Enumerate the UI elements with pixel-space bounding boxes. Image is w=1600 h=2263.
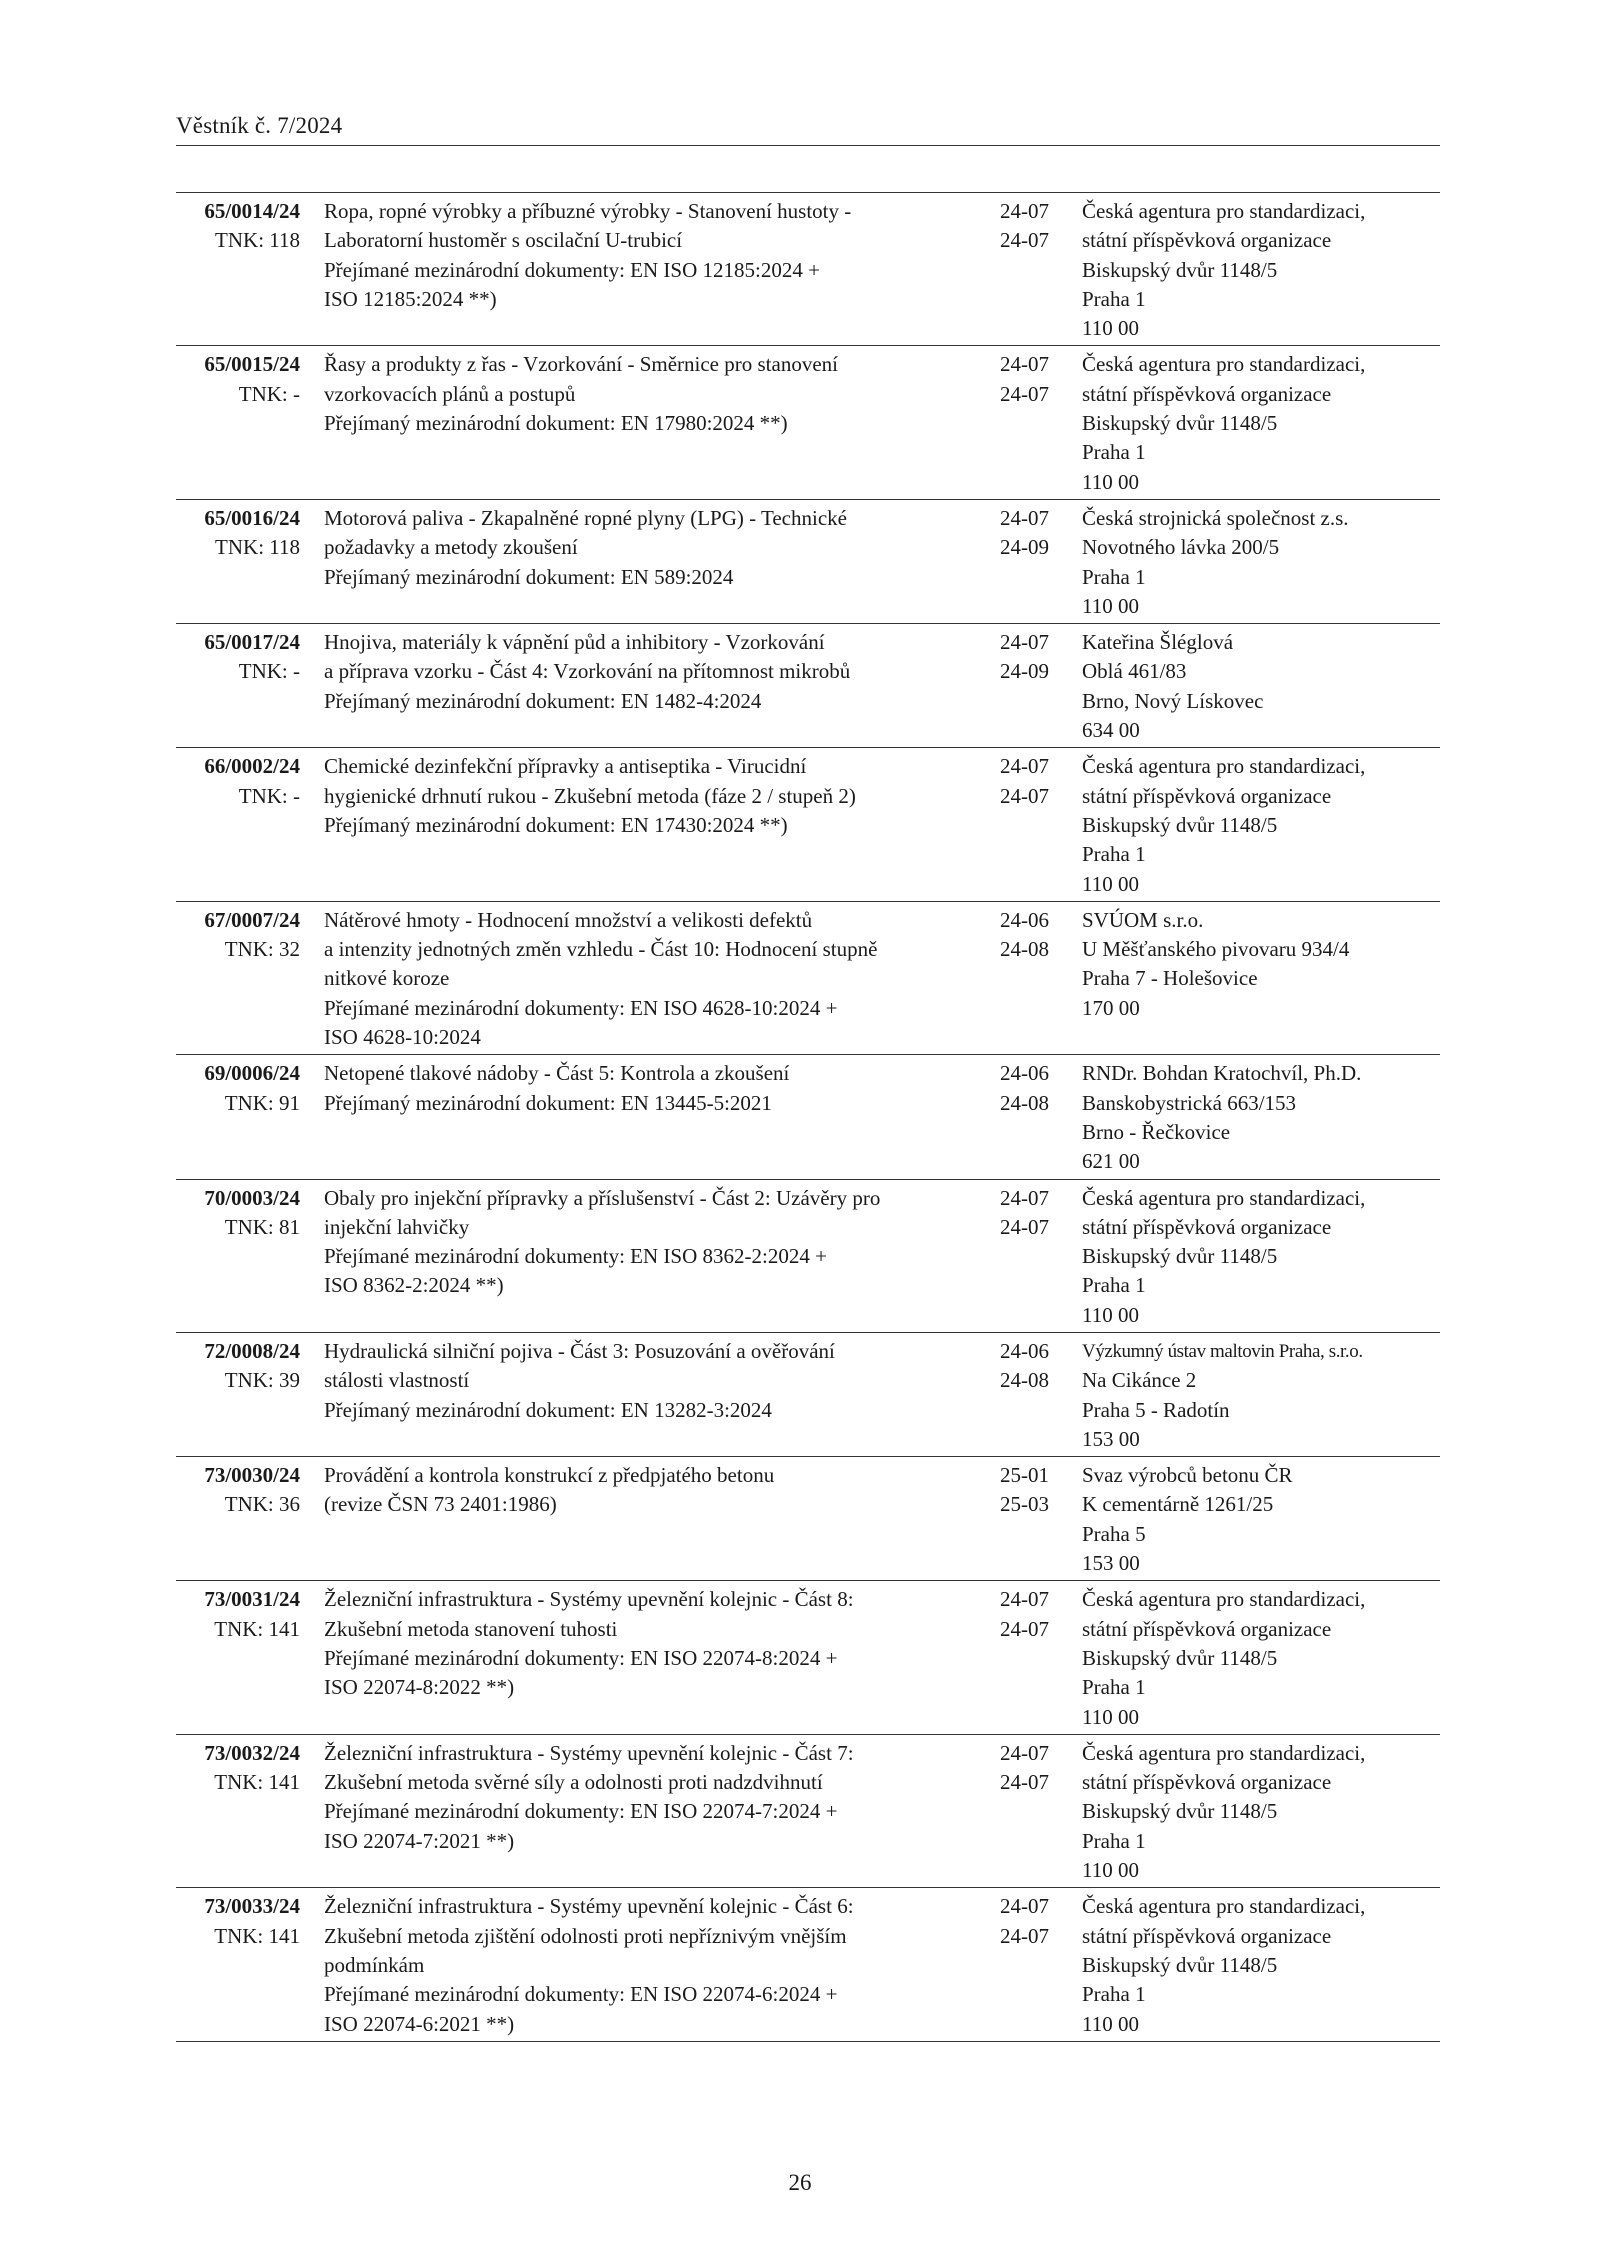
entry-date: 24-07 (1000, 630, 1049, 655)
entry-title-line: ISO 8362-2:2024 **) (324, 1273, 504, 1298)
entry-processor-line: státní příspěvková organizace (1082, 783, 1332, 808)
entry-code: 65/0017/24 (204, 630, 300, 655)
entry-date: 24-08 (1000, 1368, 1049, 1393)
entry-code: 65/0016/24 (204, 505, 300, 530)
entry-dates-cell (986, 1581, 1076, 1734)
entry-processor-line: Biskupský dvůr 1148/5 (1082, 1952, 1278, 1977)
entry-processor-line: Na Cikánce 2 (1082, 1368, 1197, 1393)
entry-date: 24-08 (1000, 1090, 1049, 1115)
entry-processor-line: Biskupský dvůr 1148/5 (1082, 411, 1278, 436)
entry-date: 24-09 (1000, 659, 1049, 684)
entry-code: 73/0033/24 (204, 1894, 300, 1919)
entry-processor-line: Praha 5 (1082, 1521, 1146, 1546)
entry-processor-line: 153 00 (1082, 1551, 1140, 1576)
entry-title-cell (316, 1581, 986, 1734)
entry-date: 24-06 (1000, 1061, 1049, 1086)
entry-title-line: Přejímané mezinárodní dokumenty: EN ISO 8362-2:2024 + (324, 1244, 827, 1269)
entry-code-cell (176, 1734, 316, 1887)
entry-tnk: TNK: 36 (224, 1492, 300, 1517)
entry-title-line: (revize ČSN 73 2401:1986) (324, 1492, 557, 1517)
entry-code-cell (176, 346, 316, 499)
entry-title-line: injekční lahvičky (324, 1214, 470, 1239)
entry-title-line: Přejímaný mezinárodní dokument: EN 17980:2024 **) (324, 411, 788, 436)
entry-processor-line: 153 00 (1082, 1426, 1140, 1451)
entry-dates-cell (986, 1332, 1076, 1456)
entry-title-cell (316, 499, 986, 623)
entry-date: 24-07 (1000, 228, 1049, 253)
entry-processor-cell (1076, 346, 1440, 499)
entry-date: 24-09 (1000, 535, 1049, 560)
entry-processor-cell (1076, 1457, 1440, 1581)
table-row (176, 1734, 1440, 1887)
table-row (176, 499, 1440, 623)
entry-title-cell (316, 1888, 986, 2041)
entry-title-line: nitkové koroze (324, 966, 450, 991)
entry-date: 24-07 (1000, 1616, 1049, 1641)
entry-dates-cell (986, 1457, 1076, 1581)
entry-title-line: Řasy a produkty z řas - Vzorkování - Směrnice pro stanovení (324, 352, 838, 377)
bulletin-title: Věstník č. 7/2024 (176, 113, 343, 138)
entry-code-cell (176, 1179, 316, 1332)
entry-title-line: a příprava vzorku - Část 4: Vzorkování na přítomnost mikrobů (324, 659, 851, 684)
entry-processor-cell (1076, 1332, 1440, 1456)
entry-code-cell (176, 1055, 316, 1179)
entry-code-cell (176, 1581, 316, 1734)
entry-processor-line: Praha 7 - Holešovice (1082, 966, 1258, 991)
entry-title-line: ISO 12185:2024 **) (324, 286, 497, 311)
standards-table-body (176, 193, 1440, 2042)
entry-title-cell (316, 624, 986, 748)
entry-code-cell (176, 624, 316, 748)
entry-date: 25-03 (1000, 1492, 1049, 1517)
entry-title-line: Zkušební metoda stanovení tuhosti (324, 1616, 618, 1641)
entry-tnk: TNK: 141 (214, 1923, 300, 1948)
entry-title-line: Přejímané mezinárodní dokumenty: EN ISO 22074-7:2024 + (324, 1799, 838, 1824)
entry-processor-cell (1076, 1888, 1440, 2041)
entry-code-cell (176, 499, 316, 623)
entry-title-line: Přejímaný mezinárodní dokument: EN 589:2024 (324, 564, 734, 589)
entry-processor-line: 110 00 (1082, 593, 1139, 618)
entry-date: 24-07 (1000, 1894, 1049, 1919)
entry-title-line: podmínkám (324, 1952, 425, 1977)
table-row (176, 1581, 1440, 1734)
table-row (176, 748, 1440, 901)
entry-title-line: Přejímané mezinárodní dokumenty: EN ISO 12185:2024 + (324, 257, 820, 282)
entry-processor-line: 110 00 (1082, 1858, 1139, 1883)
entry-tnk: TNK: 81 (224, 1214, 300, 1239)
entry-date: 24-08 (1000, 937, 1049, 962)
entry-processor-cell (1076, 1581, 1440, 1734)
entry-processor-line: státní příspěvková organizace (1082, 1214, 1332, 1239)
entry-processor-line: Biskupský dvůr 1148/5 (1082, 257, 1278, 282)
entry-processor-line: Česká agentura pro standardizaci, (1082, 1587, 1366, 1612)
entry-date: 24-07 (1000, 1923, 1049, 1948)
entry-title-line: a intenzity jednotných změn vzhledu - Část 10: Hodnocení stupně (324, 937, 878, 962)
entry-title-line: Hydraulická silniční pojiva - Část 3: Posuzování a ověřování (324, 1338, 835, 1363)
entry-processor-line: Praha 1 (1082, 564, 1146, 589)
entry-processor-line: Banskobystrická 663/153 (1082, 1090, 1297, 1115)
entry-processor-line: státní příspěvková organizace (1082, 1923, 1332, 1948)
entry-processor-line: Česká agentura pro standardizaci, (1082, 1740, 1366, 1765)
entry-code-cell (176, 1332, 316, 1456)
entry-processor-line: Praha 5 - Radotín (1082, 1397, 1230, 1422)
entry-code: 65/0014/24 (204, 199, 300, 223)
entry-tnk: TNK: - (238, 381, 300, 406)
entry-title-line: Přejímané mezinárodní dokumenty: EN ISO 22074-8:2024 + (324, 1645, 838, 1670)
entry-processor-line: Česká agentura pro standardizaci, (1082, 754, 1366, 779)
table-row (176, 1332, 1440, 1456)
entry-title-line: Nátěrové hmoty - Hodnocení množství a velikosti defektů (324, 907, 813, 932)
entry-processor-line: Praha 1 (1082, 1273, 1146, 1298)
entry-code: 69/0006/24 (204, 1061, 300, 1086)
entry-processor-line: 110 00 (1082, 316, 1139, 341)
entry-title-line: Přejímaný mezinárodní dokument: EN 17430:2024 **) (324, 812, 788, 837)
entry-processor-line: státní příspěvková organizace (1082, 228, 1332, 253)
entry-code: 72/0008/24 (204, 1338, 300, 1363)
table-row (176, 1888, 1440, 2041)
header-divider (176, 145, 1440, 146)
entry-code: 67/0007/24 (204, 907, 300, 932)
entry-date: 24-07 (1000, 505, 1049, 530)
entry-tnk: TNK: 141 (214, 1616, 300, 1641)
entry-processor-line: RNDr. Bohdan Kratochvíl, Ph.D. (1082, 1061, 1362, 1086)
entry-dates-cell (986, 901, 1076, 1054)
entry-processor-line: Novotného lávka 200/5 (1082, 535, 1280, 560)
entry-tnk: TNK: - (238, 659, 300, 684)
entry-title-cell (316, 1457, 986, 1581)
entry-date: 24-07 (1000, 783, 1049, 808)
entry-dates-cell (986, 193, 1076, 346)
table-row (176, 193, 1440, 346)
entry-title-cell (316, 1055, 986, 1179)
entry-processor-line: Praha 1 (1082, 286, 1146, 311)
page-number: 26 (788, 2170, 812, 2195)
entry-title-line: Železniční infrastruktura - Systémy upevnění kolejnic - Část 6: (324, 1894, 854, 1919)
entry-processor-line: 110 00 (1082, 871, 1139, 896)
entry-date: 24-07 (1000, 199, 1049, 223)
entry-title-line: Obaly pro injekční přípravky a příslušenství - Část 2: Uzávěry pro (324, 1185, 881, 1210)
entry-title-line: Přejímaný mezinárodní dokument: EN 1482-4:2024 (324, 688, 762, 713)
entry-dates-cell (986, 624, 1076, 748)
entry-dates-cell (986, 346, 1076, 499)
entry-processor-cell (1076, 748, 1440, 901)
entry-processor-line: státní příspěvková organizace (1082, 1616, 1332, 1641)
entry-processor-line: Biskupský dvůr 1148/5 (1082, 812, 1278, 837)
entry-title-cell (316, 1332, 986, 1456)
entry-code: 73/0030/24 (204, 1463, 300, 1488)
entry-code-cell (176, 901, 316, 1054)
entry-date: 24-07 (1000, 1740, 1049, 1765)
entry-code: 66/0002/24 (204, 754, 300, 779)
entry-date: 24-06 (1000, 907, 1049, 932)
entry-processor-line: státní příspěvková organizace (1082, 381, 1332, 406)
entry-processor-cell (1076, 1734, 1440, 1887)
entry-processor-cell (1076, 193, 1440, 346)
entry-dates-cell (986, 1734, 1076, 1887)
entry-tnk: TNK: 141 (214, 1770, 300, 1795)
entry-processor-line: SVÚOM s.r.o. (1082, 907, 1204, 932)
entry-processor-line: 110 00 (1082, 469, 1139, 494)
entry-processor-line: 110 00 (1082, 1302, 1139, 1327)
entry-code-cell (176, 1457, 316, 1581)
entry-processor-cell (1076, 1179, 1440, 1332)
entry-dates-cell (986, 1055, 1076, 1179)
entry-processor-cell (1076, 901, 1440, 1054)
entry-processor-line: Česká agentura pro standardizaci, (1082, 352, 1366, 377)
entry-tnk: TNK: 32 (224, 937, 300, 962)
entry-processor-line: Svaz výrobců betonu ČR (1082, 1463, 1293, 1488)
entry-title-cell (316, 1179, 986, 1332)
entry-title-line: Přejímaný mezinárodní dokument: EN 13445-5:2021 (324, 1090, 772, 1115)
entry-title-line: Laboratorní hustoměr s oscilační U-trubicí (324, 228, 683, 253)
entry-title-line: Železniční infrastruktura - Systémy upevnění kolejnic - Část 8: (324, 1587, 854, 1612)
entry-processor-line: Praha 1 (1082, 440, 1146, 465)
entry-processor-cell (1076, 499, 1440, 623)
table-row (176, 1179, 1440, 1332)
entry-title-line: Železniční infrastruktura - Systémy upevnění kolejnic - Část 7: (324, 1740, 854, 1765)
entry-title-line: Zkušební metoda svěrné síly a odolnosti proti nadzdvihnutí (324, 1770, 823, 1795)
entry-dates-cell (986, 748, 1076, 901)
entry-processor-line: 621 00 (1082, 1149, 1140, 1174)
entry-processor-line: K cementárně 1261/25 (1082, 1492, 1274, 1517)
entry-title-cell (316, 1734, 986, 1887)
entry-title-line: požadavky a metody zkoušení (324, 535, 578, 560)
entry-dates-cell (986, 499, 1076, 623)
entry-processor-cell (1076, 1055, 1440, 1179)
entry-processor-line: Praha 1 (1082, 1675, 1146, 1700)
entry-code: 65/0015/24 (204, 352, 300, 377)
entry-date: 24-06 (1000, 1338, 1049, 1363)
entry-title-line: Provádění a kontrola konstrukcí z předpjatého betonu (324, 1463, 775, 1488)
entry-code: 70/0003/24 (204, 1185, 300, 1210)
entry-processor-line: Brno, Nový Lískovec (1082, 688, 1264, 713)
standards-table (176, 192, 1440, 2042)
entry-title-line: Zkušební metoda zjištění odolnosti proti nepříznivým vnějším (324, 1923, 847, 1948)
entry-date: 25-01 (1000, 1463, 1049, 1488)
entry-processor-line: Biskupský dvůr 1148/5 (1082, 1244, 1278, 1269)
table-row (176, 346, 1440, 499)
table-row (176, 624, 1440, 748)
entry-dates-cell (986, 1888, 1076, 2041)
entry-processor-line: 170 00 (1082, 995, 1140, 1020)
entry-date: 24-07 (1000, 381, 1049, 406)
entry-code: 73/0032/24 (204, 1740, 300, 1765)
entry-title-line: ISO 22074-6:2021 **) (324, 2011, 515, 2036)
entry-title-cell (316, 346, 986, 499)
table-row (176, 901, 1440, 1054)
entry-processor-line: Česká agentura pro standardizaci, (1082, 199, 1366, 223)
entry-title-line: Chemické dezinfekční přípravky a antiseptika - Virucidní (324, 754, 807, 779)
entry-date: 24-07 (1000, 1185, 1049, 1210)
entry-title-line: ISO 22074-8:2022 **) (324, 1675, 515, 1700)
entry-processor-line: Česká strojnická společnost z.s. (1082, 505, 1349, 530)
entry-dates-cell (986, 1179, 1076, 1332)
entry-title-line: Netopené tlakové nádoby - Část 5: Kontrola a zkoušení (324, 1061, 790, 1086)
entry-title-line: vzorkovacích plánů a postupů (324, 381, 576, 406)
table-row (176, 1457, 1440, 1581)
entry-date: 24-07 (1000, 1770, 1049, 1795)
entry-date: 24-07 (1000, 754, 1049, 779)
entry-processor-line: Česká agentura pro standardizaci, (1082, 1185, 1366, 1210)
entry-title-line: ISO 4628-10:2024 (324, 1025, 481, 1050)
entry-processor-line: 634 00 (1082, 718, 1140, 743)
entry-processor-line: Brno - Řečkovice (1082, 1119, 1231, 1144)
entry-tnk: TNK: 39 (224, 1368, 300, 1393)
entry-title-line: ISO 22074-7:2021 **) (324, 1828, 515, 1853)
entry-title-cell (316, 748, 986, 901)
entry-processor-line: Praha 1 (1082, 842, 1146, 867)
entry-processor-line: Praha 1 (1082, 1828, 1146, 1853)
entry-processor-line: Česká agentura pro standardizaci, (1082, 1894, 1366, 1919)
entry-tnk: TNK: 118 (215, 535, 300, 560)
entry-tnk: TNK: 118 (215, 228, 300, 253)
entry-title-line: Přejímaný mezinárodní dokument: EN 13282-3:2024 (324, 1397, 772, 1422)
entry-title-line: Ropa, ropné výrobky a příbuzné výrobky - Stanovení hustoty - (324, 199, 852, 223)
entry-code: 73/0031/24 (204, 1587, 300, 1612)
entry-processor-line: Biskupský dvůr 1148/5 (1082, 1645, 1278, 1670)
entry-code-cell (176, 1888, 316, 2041)
entry-processor-line: Biskupský dvůr 1148/5 (1082, 1799, 1278, 1824)
entry-title-line: Přejímané mezinárodní dokumenty: EN ISO 4628-10:2024 + (324, 995, 838, 1020)
entry-processor-line: 110 00 (1082, 1704, 1139, 1729)
entry-processor-cell (1076, 624, 1440, 748)
entry-date: 24-07 (1000, 1587, 1049, 1612)
entry-code-cell (176, 193, 316, 346)
entry-tnk: TNK: - (238, 783, 300, 808)
entry-date: 24-07 (1000, 1214, 1049, 1239)
table-row (176, 1055, 1440, 1179)
entry-processor-line: státní příspěvková organizace (1082, 1770, 1332, 1795)
entry-title-line: stálosti vlastností (324, 1368, 470, 1393)
entry-title-line: Přejímané mezinárodní dokumenty: EN ISO 22074-6:2024 + (324, 1982, 838, 2007)
entry-processor-line: Praha 1 (1082, 1982, 1146, 2007)
entry-processor-line: U Měšťanského pivovaru 934/4 (1082, 937, 1350, 962)
entry-processor-line: Kateřina Šléglová (1082, 630, 1234, 655)
entry-date: 24-07 (1000, 352, 1049, 377)
entry-code-cell (176, 748, 316, 901)
entry-processor-line: Výzkumný ústav maltovin Praha, s.r.o. (1082, 1340, 1363, 1362)
entry-title-line: Hnojiva, materiály k vápnění půd a inhibitory - Vzorkování (324, 630, 825, 655)
entry-title-line: Motorová paliva - Zkapalněné ropné plyny (LPG) - Technické (324, 505, 847, 530)
entry-title-line: hygienické drhnutí rukou - Zkušební metoda (fáze 2 / stupeň 2) (324, 783, 856, 808)
entry-title-cell (316, 193, 986, 346)
entry-processor-line: Oblá 461/83 (1082, 659, 1187, 684)
entry-title-cell (316, 901, 986, 1054)
entry-processor-line: 110 00 (1082, 2011, 1139, 2036)
entry-tnk: TNK: 91 (224, 1090, 300, 1115)
